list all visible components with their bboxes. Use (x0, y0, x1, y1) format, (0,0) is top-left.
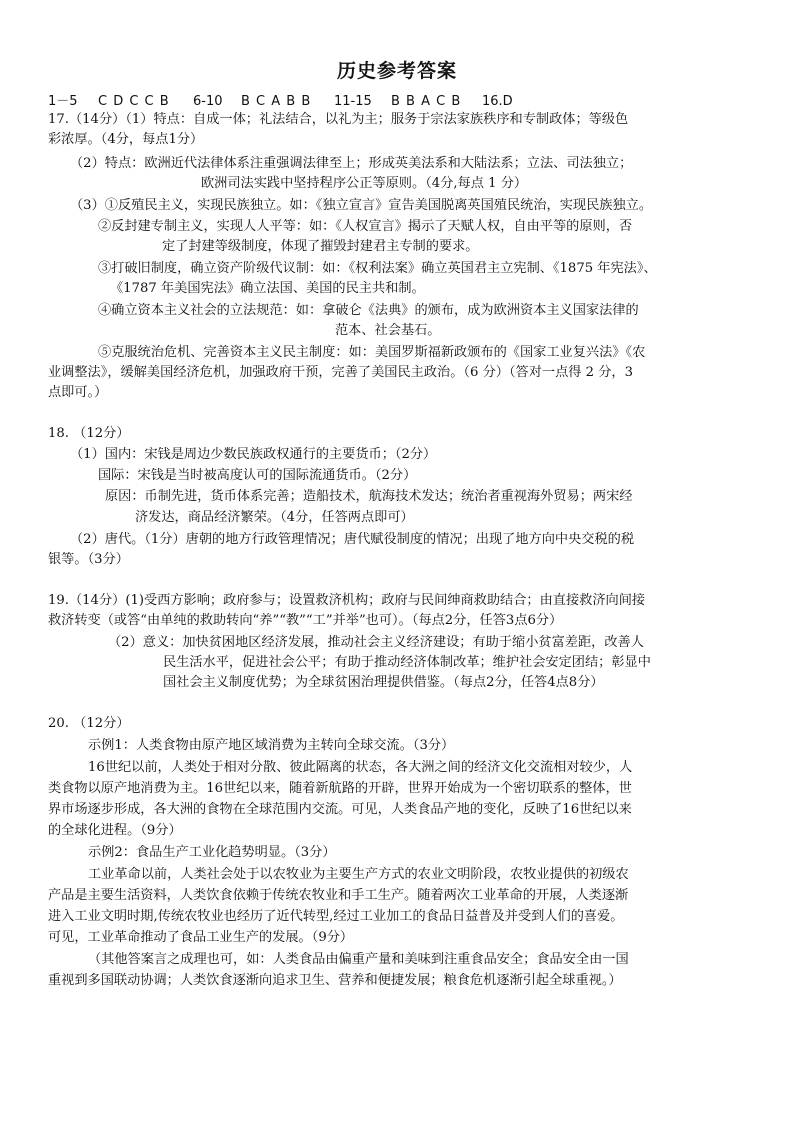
mc-11-15-answers: B B A C B (391, 94, 461, 109)
q20-line: 16世纪以前，人类处于相对分散、彼此隔离的状态，各大洲之间的经济文化交流相对较少，人 (88, 760, 633, 775)
q20-line: 20. （12分） (48, 716, 130, 731)
q17-line: 定了封建等级制度，体现了摧毁封建君主专制的要求。 (162, 239, 479, 254)
q17-line: 彩浓厚。（4分，每点1分） (48, 132, 204, 147)
q17-line: 17.（14分）（1）特点：自成一体；礼法结合，以礼为主；服务于宗法家族秩序和专制政体；等级色 (48, 112, 629, 127)
q17-line: ⑤克服统治危机、完善资本主义民主制度：如：美国罗斯福新政颁布的《国家工业复兴法》《农 (98, 345, 646, 360)
q20-line: 界市场逐步形成，各大洲的食物在全球范围内交流。可见，人类食品产地的变化，反映了16世纪以来 (48, 802, 632, 817)
q20-line: 工业革命以前，人类社会处于以农牧业为主要生产方式的农业文明阶段，农牧业提供的初级农 (88, 867, 629, 882)
q17-line: 《1787 年美国宪法》确立法国、美国的民主共和制。 (110, 281, 425, 296)
q20-line: 的全球化进程。（9分） (48, 823, 182, 838)
q17-line: 业调整法》，缓解美国经济危机，加强政府干预，完善了美国民主政治。（6 分）（答对一点得 2 分，3 (48, 365, 634, 380)
q18-line: 原因：币制先进，货币体系完善；造船技术，航海技术发达；统治者重视海外贸易；两宋经 (105, 489, 633, 504)
q17-line: 范本、社会基石。 (335, 323, 441, 338)
q18-line: 国际：宋钱是当时被高度认可的国际流通货币。（2分） (98, 468, 417, 483)
q19-line: 19.（14分）(1)受西方影响；政府参与；设置救济机构；政府与民间绅商救助结合；由直接救济向间接 (48, 593, 646, 608)
q17-line: 点即可。） (48, 385, 108, 400)
q20-line: 示例1：人类食物由原产地区域消费为主转向全球交流。（3分） (88, 738, 455, 753)
q18-line: 18. （12分） (48, 426, 130, 441)
q17-line: 欧洲司法实践中坚持程序公正等原则。（4分,每点 1 分） (201, 176, 528, 191)
q20-line: 产品是主要生活资料，人类饮食依赖于传统农牧业和手工生产。随着两次工业革命的开展，人类逐渐 (48, 888, 629, 903)
q18-line: （2）唐代。（1分）唐朝的地方行政管理情况；唐代赋役制度的情况；出现了地方向中央交税的税 (70, 532, 635, 547)
q18-line: （1）国内：宋钱是周边少数民族政权通行的主要货币；（2分） (70, 447, 437, 462)
mc-1-5-label: 1－5 (48, 94, 78, 109)
q17-line: （3）①反殖民主义，实现民族独立。如：《独立宣言》宣告美国脱离英国殖民统治，实现民族独立。 (70, 198, 653, 213)
q20-line: 进入工业文明时期,传统农牧业也经历了近代转型,经过工业加工的食品日益普及并受到人们的喜爱。 (48, 909, 624, 924)
q18-line: 济发达，商品经济繁荣。（4分，任答两点即可） (135, 510, 414, 525)
mc-11-15-label: 11-15 (334, 94, 372, 109)
q20-line: 可见，工业革命推动了食品工业生产的发展。（9分） (48, 930, 354, 945)
q20-line: （其他答案言之成理也可，如：人类食品由偏重产量和美味到注重食品安全；食品安全由一国 (88, 952, 629, 967)
page-title: 历史参考答案 (336, 60, 457, 82)
q19-line: （2）意义：加快贫困地区经济发展，推动社会主义经济建设；有助于缩小贫富差距，改善人 (108, 635, 644, 650)
mc-16-answer: 16.D (482, 94, 513, 109)
q20-line: 类食物以原产地消费为主。16世纪以来，随着新航路的开辟，世界开始成为一个密切联系的整体，世 (48, 781, 632, 796)
q17-line: （2）特点：欧洲近代法律体系注重强调法律至上；形成英美法系和大陆法系；立法、司法独立； (70, 156, 633, 171)
mc-6-10-label: 6-10 (193, 94, 223, 109)
q20-line: 示例2：食品生产工业化趋势明显。（3分） (88, 845, 336, 860)
q18-line: 银等。（3分） (48, 552, 129, 567)
q17-line: ③打破旧制度，确立资产阶级代议制：如：《权利法案》确立英国君主立宪制、《1875 年宪法》、 (98, 261, 657, 276)
q19-line: 救济转变（或答“由单纯的救助转向“养”“教”“工”并举”也可）。（每点2分，任答3点6分） (48, 613, 563, 628)
q17-line: ②反封建专制主义，实现人人平等：如：《人权宣言》揭示了天赋人权，自由平等的原则，否 (98, 219, 633, 234)
q20-line: 重视到多国联动协调；人类饮食逐渐向追求卫生、营养和便捷发展；粮食危机逐渐引起全球重视。） (48, 973, 622, 988)
q19-line: 国社会主义制度优势；为全球贫困治理提供借鉴。（每点2分，任答4点8分） (163, 675, 604, 690)
mc-1-5-answers: C D C C B (98, 94, 169, 109)
q19-line: 民生活水平，促进社会公平；有助于推动经济体制改革；维护社会安定团结；彰显中 (163, 655, 651, 670)
mc-6-10-answers: B C A B B (241, 94, 311, 109)
q17-line: ④确立资本主义社会的立法规范：如：拿破仑《法典》的颁布，成为欧洲资本主义国家法律的 (98, 303, 639, 318)
